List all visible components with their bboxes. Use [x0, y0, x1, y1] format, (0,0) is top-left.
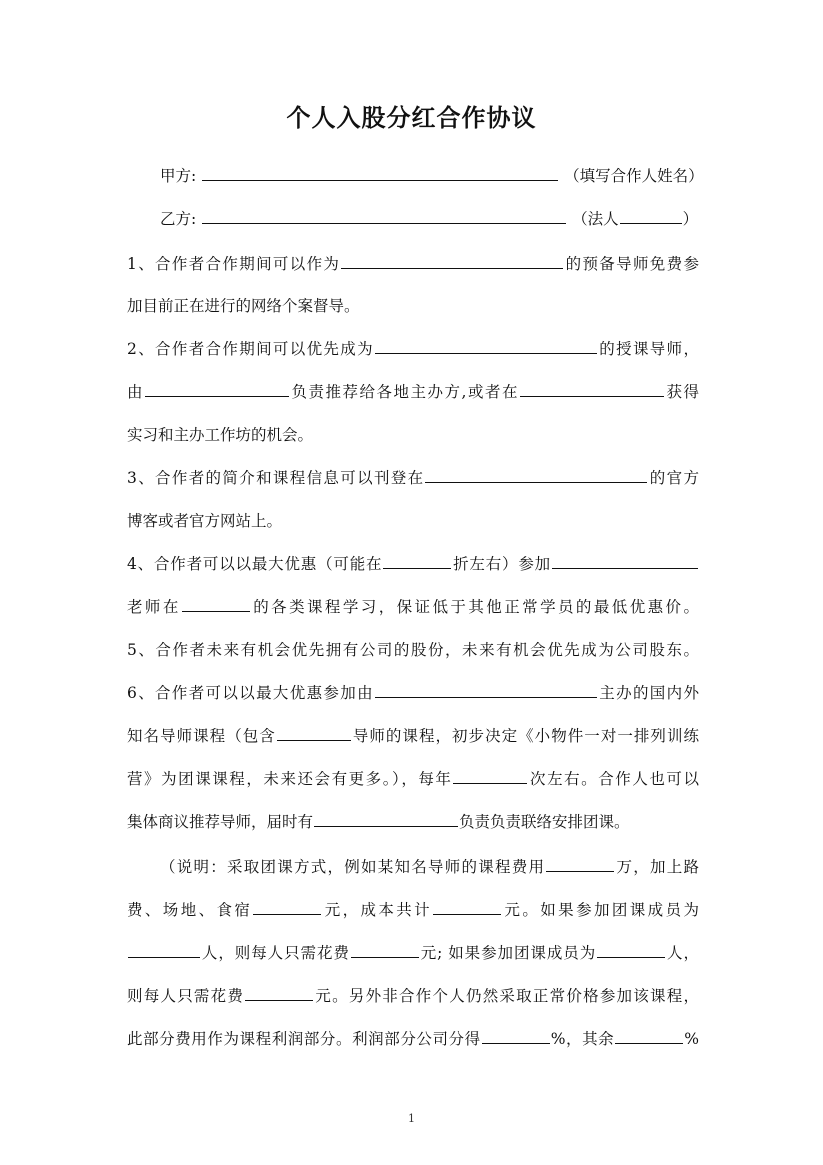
item-2-blank-1[interactable]: [375, 338, 597, 354]
note-text-11: 此部分费用作为课程利润部分。利润部分公司分得: [127, 1030, 481, 1048]
item-6-text-8: 负责负责联络安排团课。: [459, 813, 630, 831]
note-text-9: 则每人只需花费: [127, 987, 245, 1005]
item-2-text-5: 获得: [664, 383, 699, 401]
item-5-text: 5、合作者未来有机会优先拥有公司的股份，未来有机会优先成为公司股东。: [127, 641, 699, 659]
item-6-text: 6、合作者可以以最大优惠参加由: [127, 684, 374, 702]
party-b-line: [160, 208, 700, 230]
note-text-12: %，其余: [550, 1030, 615, 1048]
note-fee-blank[interactable]: [546, 856, 614, 872]
item-2-text-3: 由: [127, 383, 145, 401]
item-4-blank-2[interactable]: [182, 596, 250, 612]
party-b-legal-person-blank[interactable]: [620, 208, 682, 224]
item-4-line-1: [127, 553, 699, 575]
item-2-blank-2[interactable]: [145, 381, 289, 397]
item-6-host-blank[interactable]: [375, 682, 597, 698]
item-6-text-5: 营》为团课课程，未来还会有更多。），每年: [127, 770, 453, 788]
party-a-name-blank[interactable]: [202, 165, 558, 181]
note-cost-blank-1[interactable]: [351, 942, 419, 958]
item-1-text-3: 加目前正在进行的网络个案督导。: [127, 297, 360, 315]
item-1-line-2: [127, 295, 699, 317]
item-6-mentor-blank[interactable]: [277, 725, 351, 741]
item-4-discount-blank[interactable]: [383, 553, 451, 569]
party-b-note-close: ）: [682, 210, 699, 228]
item-3-text-2: 的官方: [648, 469, 699, 487]
item-6-text-6: 次左右。合作人也可以: [528, 770, 699, 788]
party-a-label: 甲方:: [160, 167, 197, 185]
item-2-text-2: 的授课导师，: [597, 340, 699, 358]
item-4-teacher-blank[interactable]: [552, 553, 698, 569]
party-a-line: [160, 165, 704, 187]
item-2-line-2: [127, 381, 699, 403]
note-text-3: 费、场地、食宿: [127, 901, 253, 919]
note-text-4: 元，成本共计: [322, 901, 433, 919]
item-1-blank[interactable]: [341, 253, 563, 269]
note-rest-share-blank[interactable]: [615, 1028, 683, 1044]
item-6-coordinator-blank[interactable]: [314, 811, 458, 827]
item-6-line-4: [127, 811, 699, 833]
item-6-text-2: 主办的国内外: [597, 684, 699, 702]
item-2-line-1: [127, 338, 699, 360]
note-text-1: （说明：采取团课方式，例如某知名导师的课程费用: [160, 858, 546, 876]
item-2-text: 2、合作者合作期间可以优先成为: [127, 340, 374, 358]
item-4-text: 4、合作者可以以最大优惠（可能在: [127, 555, 383, 573]
party-b-label: 乙方:: [160, 210, 197, 228]
note-company-share-blank[interactable]: [482, 1028, 550, 1044]
item-1-text-2: 的预备导师免费参: [564, 255, 699, 273]
item-2-line-3: [127, 424, 699, 446]
item-4-text-2: 折左右）参加: [452, 555, 551, 573]
item-6-text-4: 导师的课程，初步决定《小物件一对一排列训练: [351, 727, 699, 745]
note-text-5: 元。如果参加团课成员为: [502, 901, 699, 919]
item-2-text-6: 实习和主办工作坊的机会。: [127, 426, 314, 444]
party-b-note-open: （法人: [572, 210, 619, 228]
item-3-text-3: 博客或者官方网站上。: [127, 512, 283, 530]
note-cost-blank-2[interactable]: [245, 985, 313, 1001]
item-1-text: 1、合作者合作期间可以作为: [127, 255, 341, 273]
document-title: 个人入股分红合作协议: [286, 103, 537, 132]
item-3-text: 3、合作者的简介和课程信息可以刊登在: [127, 469, 425, 487]
note-text-6: 人，则每人只需花费: [201, 944, 350, 962]
item-6-line-2: [127, 725, 699, 747]
item-4-text-3: 老师在: [127, 598, 181, 616]
item-6-text-7: 集体商议推荐导师，届时有: [127, 813, 314, 831]
item-6-text-3: 知名导师课程（包含: [127, 727, 276, 745]
note-members-blank-2[interactable]: [597, 942, 665, 958]
item-5-line-1: [127, 639, 699, 661]
note-line-5: [127, 1028, 699, 1050]
note-text-8: 人，: [666, 944, 699, 962]
item-3-line-2: [127, 510, 699, 532]
note-total-cost-blank[interactable]: [433, 899, 501, 915]
note-line-4: [127, 985, 699, 1007]
item-2-text-4: 负责推荐给各地主办方,或者在: [290, 383, 519, 401]
item-2-blank-3[interactable]: [520, 381, 664, 397]
note-text-7: 元; 如果参加团课成员为: [419, 944, 597, 962]
note-text-2: 万，加上路: [615, 858, 699, 876]
note-text-13: %: [684, 1030, 699, 1048]
item-3-blank[interactable]: [425, 467, 647, 483]
page-number: 1: [408, 1112, 415, 1125]
party-a-note: （填写合作人姓名）: [564, 167, 704, 185]
note-line-1: [160, 856, 699, 878]
item-1-line-1: [127, 253, 699, 275]
item-6-times-blank[interactable]: [453, 768, 527, 784]
item-6-line-1: [127, 682, 699, 704]
note-members-blank-1[interactable]: [128, 942, 200, 958]
note-text-10: 元。另外非合作个人仍然采取正常价格参加该课程，: [314, 987, 699, 1005]
item-3-line-1: [127, 467, 699, 489]
note-travel-blank[interactable]: [253, 899, 321, 915]
item-4-line-2: [127, 596, 699, 618]
note-line-3: [127, 942, 699, 964]
item-6-line-3: [127, 768, 699, 790]
note-line-2: [127, 899, 699, 921]
party-b-name-blank[interactable]: [202, 208, 566, 224]
item-4-text-4: 的各类课程学习，保证低于其他正常学员的最低优惠价。: [250, 598, 699, 616]
